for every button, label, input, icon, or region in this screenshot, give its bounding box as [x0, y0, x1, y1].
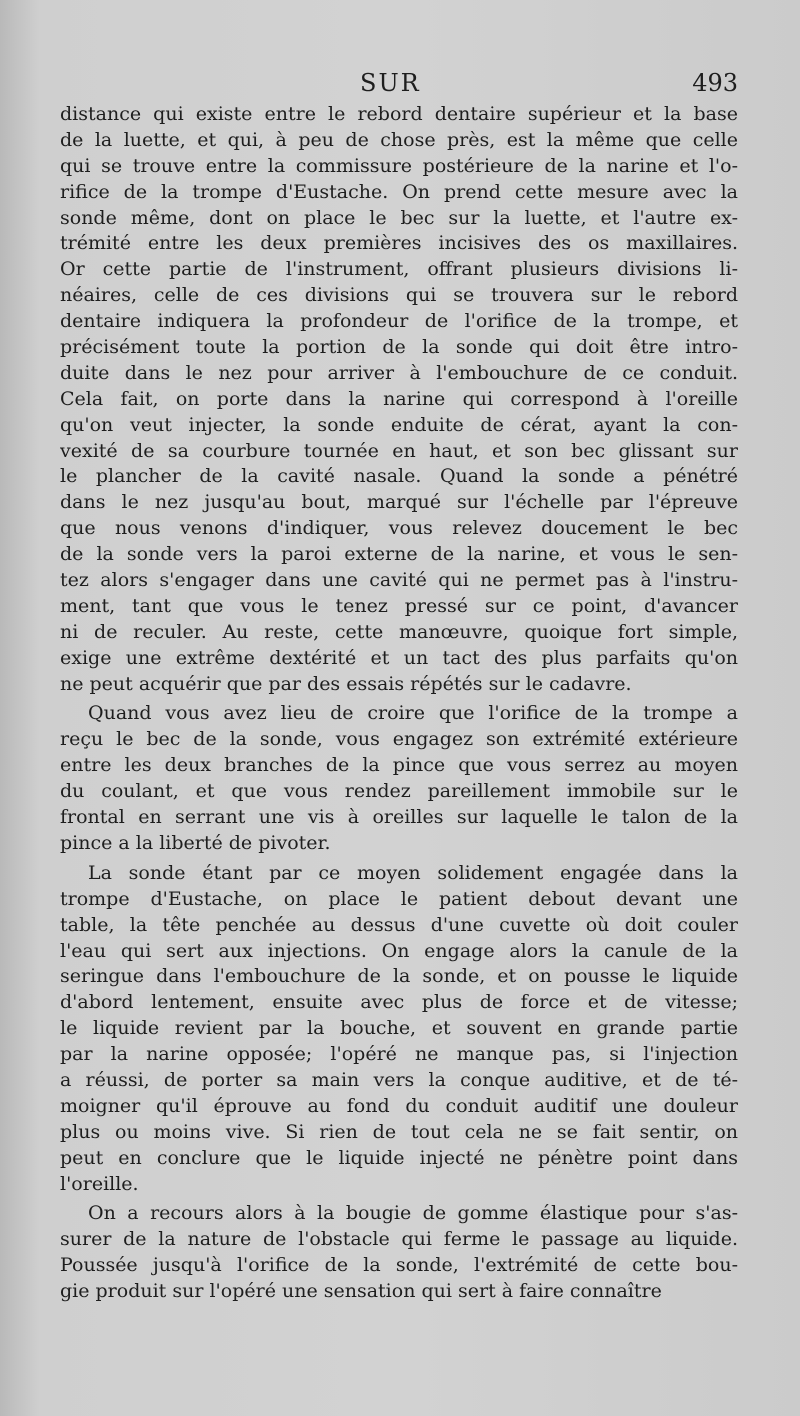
- text-line: distance qui existe entre le rebord dentaire supérieur et la base: [60, 103, 738, 125]
- text-line: Cela fait, on porte dans la narine qui correspond à l'oreille: [60, 387, 738, 410]
- text-line: que nous venons d'indiquer, vous relevez doucement le bec: [60, 517, 738, 540]
- text-line: plus ou moins vive. Si rien de tout cela ne se fait sentir, on: [60, 1120, 738, 1143]
- text-line: moigner qu'il éprouve au fond du conduit auditif une douleur: [60, 1094, 738, 1117]
- paragraph: [60, 1201, 738, 1305]
- text-line: entre les deux branches de la pince que vous serrez au moyen: [60, 754, 738, 777]
- text-line: trompe d'Eustache, on place le patient debout devant une: [60, 887, 738, 910]
- text-line: table, la tête penchée au dessus d'une cuvette où doit couler: [60, 913, 738, 936]
- page-header: [60, 66, 738, 100]
- text-line: trémité entre les deux premières incisives des os maxillaires.: [60, 232, 738, 255]
- text-line: gie produit sur l'opéré une sensation qui sert à faire connaître: [60, 1280, 662, 1303]
- text-line: néaires, celle de ces divisions qui se trouvera sur le rebord: [60, 284, 738, 307]
- text-line: On a recours alors à la bougie de gomme élastique pour s'as-: [88, 1202, 738, 1225]
- text-line: Poussée jusqu'à l'orifice de la sonde, l'extrémité de cette bou-: [60, 1254, 738, 1277]
- text-line: reçu le bec de la sonde, vous engagez son extrémité extérieure: [60, 728, 738, 751]
- text-line: surer de la nature de l'obstacle qui ferme le passage au liquide.: [60, 1228, 738, 1251]
- text-line: le plancher de la cavité nasale. Quand la sonde a pénétré: [60, 465, 738, 488]
- text-line: seringue dans l'embouchure de la sonde, et on pousse le liquide: [60, 965, 738, 988]
- paragraph: [60, 701, 738, 856]
- text-line: l'oreille.: [60, 1172, 139, 1195]
- paragraph: [60, 102, 738, 697]
- text-line: dans le nez jusqu'au bout, marqué sur l'échelle par l'épreuve: [60, 491, 738, 514]
- text-line: ne peut acquérir que par des essais répétés sur le cadavre.: [60, 672, 632, 695]
- text-line: de la sonde vers la paroi externe de la narine, et vous le sen-: [60, 543, 738, 566]
- paragraph: [60, 861, 738, 1198]
- text-line: tez alors s'engager dans une cavité qui ne permet pas à l'instru-: [60, 569, 738, 592]
- text-line: qui se trouve entre la commissure postérieure de la narine et l'o-: [60, 154, 738, 177]
- text-line: frontal en serrant une vis à oreilles sur laquelle le talon de la: [60, 806, 738, 829]
- text-line: Quand vous avez lieu de croire que l'orifice de la trompe a: [88, 702, 738, 725]
- text-line: La sonde étant par ce moyen solidement engagée dans la: [88, 861, 738, 884]
- text-line: le liquide revient par la bouche, et souvent en grande partie: [60, 1017, 738, 1040]
- text-line: ment, tant que vous le tenez pressé sur ce point, d'avancer: [60, 594, 738, 617]
- text-line: ni de reculer. Au reste, cette manœuvre, quoique fort simple,: [60, 620, 738, 643]
- running-title: SUR: [360, 69, 421, 97]
- text-line: par la narine opposée; l'opéré ne manque pas, si l'injection: [60, 1043, 738, 1066]
- page-number: 493: [692, 69, 738, 97]
- text-line: de la luette, et qui, à peu de chose près, est la même que celle: [60, 128, 738, 151]
- text-line: vexité de sa courbure tournée en haut, et son bec glissant sur: [60, 439, 738, 462]
- text-line: qu'on veut injecter, la sonde enduite de cérat, ayant la con-: [60, 413, 738, 436]
- text-line: Or cette partie de l'instrument, offrant plusieurs divisions li-: [60, 258, 738, 281]
- body-text: [60, 102, 738, 1305]
- text-line: a réussi, de porter sa main vers la conque auditive, et de té-: [60, 1068, 738, 1091]
- text-line: dentaire indiquera la profondeur de l'orifice de la trompe, et: [60, 310, 738, 333]
- text-line: précisément toute la portion de la sonde qui doit être intro-: [60, 336, 738, 359]
- text-line: du coulant, et que vous rendez pareillement immobile sur le: [60, 780, 738, 803]
- text-line: duite dans le nez pour arriver à l'embouchure de ce conduit.: [60, 361, 738, 384]
- text-line: d'abord lentement, ensuite avec plus de force et de vitesse;: [60, 991, 738, 1014]
- text-line: rifice de la trompe d'Eustache. On prend cette mesure avec la: [60, 180, 738, 203]
- text-line: sonde même, dont on place le bec sur la luette, et l'autre ex-: [60, 206, 738, 229]
- text-line: peut en conclure que le liquide injecté ne pénètre point dans: [60, 1146, 738, 1169]
- text-line: pince a la liberté de pivoter.: [60, 831, 331, 854]
- text-line: exige une extrême dextérité et un tact des plus parfaits qu'on: [60, 646, 738, 669]
- text-line: l'eau qui sert aux injections. On engage alors la canule de la: [60, 939, 738, 962]
